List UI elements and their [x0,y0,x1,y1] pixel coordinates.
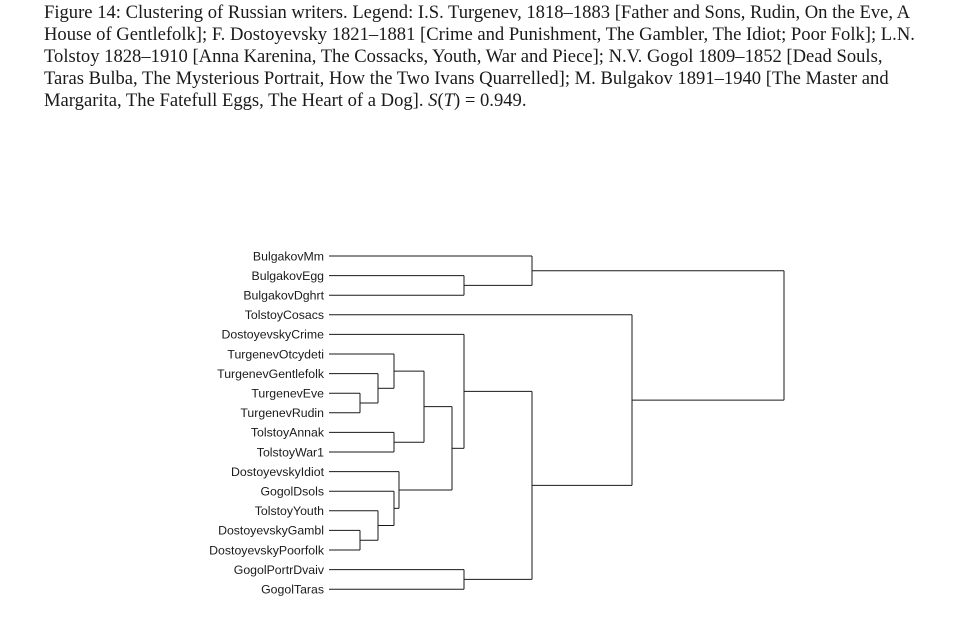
leaf-label: TurgenevOtcydeti [227,347,324,362]
caption-line: Taras Bulba, The Mysterious Portrait, How the Two Ivans Quarrelled]; M. Bulgakov 1891–1940 [The Master and [44,68,889,89]
leaf-label: GogolDsols [260,484,324,499]
leaf-label: TolstoyYouth [254,504,324,519]
leaf-label: TurgenevGentlefolk [217,366,324,381]
score-value: = 0.949. [460,90,527,111]
score-close-paren: ) [454,90,461,111]
leaf-label: BulgakovEgg [251,268,324,283]
leaf-label: DostoyevskyIdiot [231,464,324,479]
caption-line: House of Gentlefolk]; F. Dostoyevsky 1821–1881 [Crime and Punishment, The Gambler, The Idiot; Poor Folk]; L.N. [44,24,915,45]
leaf-label: TurgenevRudin [240,406,324,421]
score-open-paren: ( [437,90,444,111]
leaf-label: BulgakovMm [252,249,324,264]
score-symbol: S [428,90,438,111]
score-arg: T [443,90,455,111]
leaf-label: BulgakovDghrt [243,288,324,303]
leaf-label: DostoyevskyCrime [221,327,324,342]
caption-line: Tolstoy 1828–1910 [Anna Karenina, The Cossacks, Youth, War and Piece]; N.V. Gogol 1809–1852 [Dead Souls, [44,46,883,67]
leaf-label: DostoyevskyGambl [218,523,324,538]
leaf-label: GogolTaras [261,582,324,597]
leaf-label: TolstoyWar1 [256,445,324,460]
leaf-label: DostoyevskyPoorfolk [209,543,324,558]
caption-line: Figure 14: Clustering of Russian writers. Legend: I.S. Turgenev, 1818–1883 [Father and Sons, Rudin, On the Eve, A [44,2,911,23]
leaf-label: GogolPortrDvaiv [233,562,324,577]
leaf-label: TolstoyCosacs [244,308,324,323]
caption-line-text: Margarita, The Fatefull Eggs, The Heart of a Dog]. [44,90,429,111]
leaf-label: TurgenevEve [251,386,324,401]
leaf-label: TolstoyAnnak [250,425,324,440]
